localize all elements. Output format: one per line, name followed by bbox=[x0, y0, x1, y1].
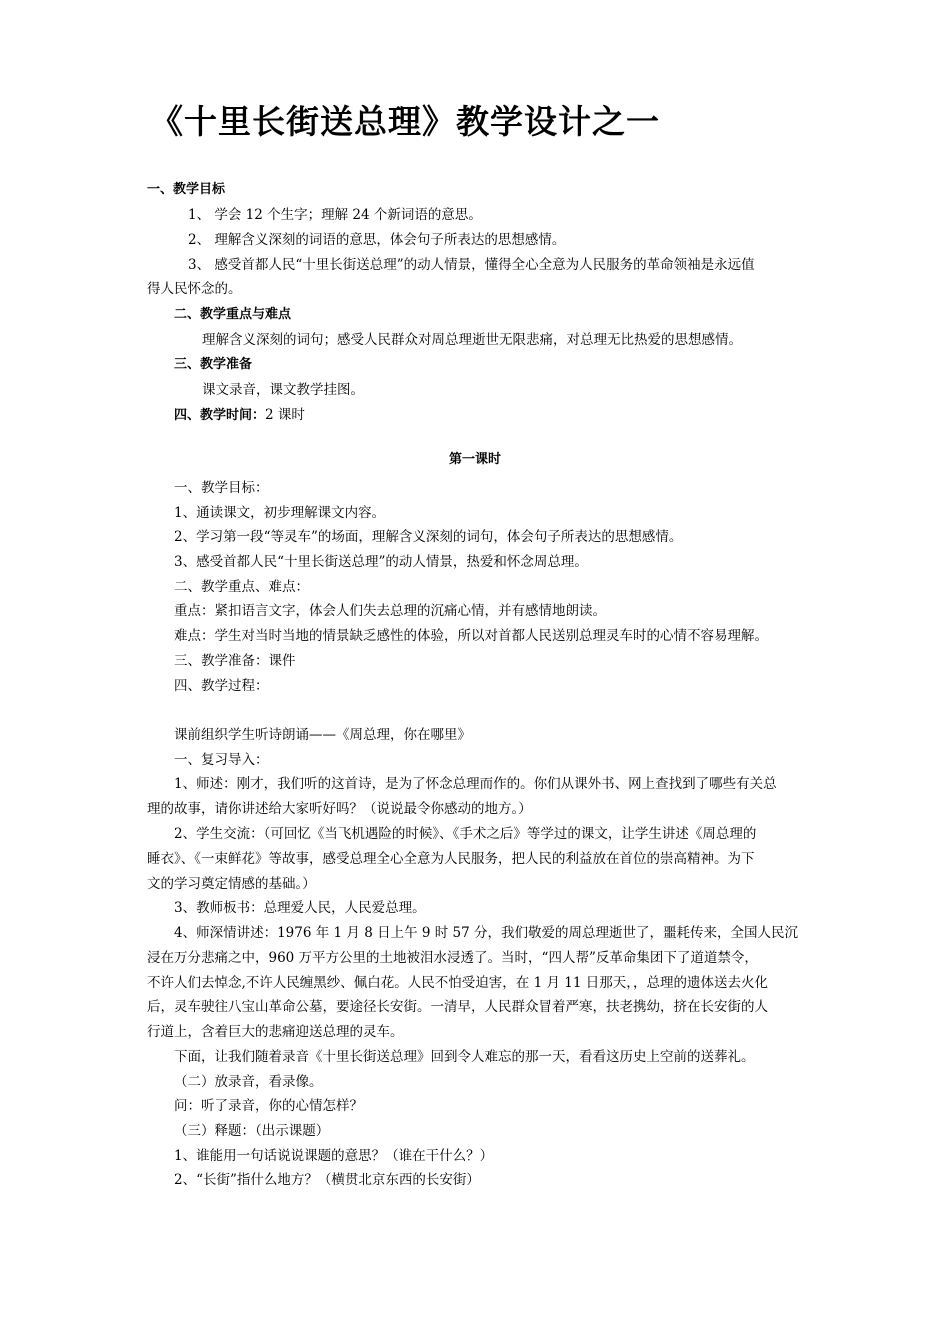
section-heading-focus: 二、教学重点与难点 bbox=[174, 307, 292, 322]
section-heading-goals: 一、教学目标 bbox=[147, 182, 226, 197]
process-line: 4、师深情讲述：1976 年 1 月 8 日上午 9 时 57 分，我们敬爱的周总理逝世了，噩耗传来，全国人民沉 bbox=[174, 925, 799, 941]
process-line: 不许人们去悼念,不许人民缠黑纱、佩白花。人民不怕受迫害，在 1 月 11 日那天，，总理的遗体送去火化 bbox=[147, 975, 768, 991]
lesson-line: 难点：学生对当时当地的情景缺乏感性的体验，所以对首都人民送别总理灵车时的心情不容易理解。 bbox=[174, 628, 768, 644]
process-line: 文的学习奠定情感的基础。） bbox=[147, 876, 316, 892]
lesson-line: 二、教学重点、难点： bbox=[174, 579, 309, 595]
lesson-line: 一、教学目标： bbox=[174, 480, 269, 496]
section-time bbox=[174, 406, 305, 425]
section-heading-prep: 三、教学准备 bbox=[174, 357, 253, 372]
lesson-line: 四、教学过程： bbox=[174, 678, 269, 694]
goal-item-1: 1、 学会 12 个生字；理解 24 个新词语的意思。 bbox=[188, 207, 482, 223]
lesson-line: 3、感受首都人民“十里长街送总理”的动人情景，热爱和怀念周总理。 bbox=[174, 554, 588, 570]
process-line: 问：听了录音，你的心情怎样？ bbox=[174, 1098, 363, 1114]
focus-text: 理解含义深刻的词句；感受人民群众对周总理逝世无限悲痛，对总理无比热爱的思想感情。 bbox=[202, 332, 742, 348]
process-line: 行道上，含着巨大的悲痛迎送总理的灵车。 bbox=[147, 1024, 404, 1040]
time-value: 2 课时 bbox=[265, 407, 305, 423]
process-line: 浸在万分悲痛之中，960 万平方公里的土地被泪水浸透了。当时，“四人帮”反革命集团下了道道禁令， bbox=[147, 950, 758, 966]
process-line: 2、学生交流：（可回忆《当飞机遇险的时候》、《手术之后》等学过的课文，让学生讲述《周总理的 bbox=[174, 826, 757, 842]
lesson-line: 1、通读课文，初步理解课文内容。 bbox=[174, 505, 386, 521]
process-line: 后，灵车驶往八宝山革命公墓，要途径长安街。一清早，人民群众冒着严寒，扶老携幼，挤在长安街的人 bbox=[147, 999, 768, 1015]
process-line: 3、教师板书：总理爱人民，人民爱总理。 bbox=[174, 900, 426, 916]
process-line: 1、师述：刚才，我们听的这首诗，是为了怀念总理而作的。你们从课外书、网上查找到了哪些有关总 bbox=[174, 776, 777, 792]
lesson-title: 第一课时 bbox=[448, 452, 501, 467]
prep-text: 课文录音，课文教学挂图。 bbox=[202, 382, 364, 398]
goal-item-3: 3、 感受首都人民“十里长街送总理”的动人情景，懂得全心全意为人民服务的革命领袖是永远值 bbox=[188, 257, 755, 273]
process-line: 一、复习导入： bbox=[174, 752, 269, 768]
document-title: 《十里长街送总理》教学设计之一 bbox=[150, 102, 660, 141]
process-line: 课前组织学生听诗朗诵——《周总理，你在哪里》 bbox=[174, 727, 471, 743]
process-line: 1、谁能用一句话说说课题的意思？（谁在干什么？） bbox=[174, 1148, 494, 1164]
lesson-line: 三、教学准备：课件 bbox=[174, 653, 296, 669]
lesson-line: 重点：紧扣语言文字，体会人们失去总理的沉痛心情，并有感情地朗读。 bbox=[174, 603, 606, 619]
time-label: 四、教学时间： bbox=[174, 408, 266, 423]
process-line: （二）放录音，看录像。 bbox=[174, 1074, 323, 1090]
process-line: （三）释题：（出示课题） bbox=[174, 1123, 330, 1139]
lesson-line: 2、学习第一段“等灵车”的场面，理解含义深刻的词句，体会句子所表达的思想感情。 bbox=[174, 529, 683, 545]
process-line: 2、“长街”指什么地方？（横贯北京东西的长安街） bbox=[174, 1172, 480, 1188]
goal-item-3-cont: 得人民怀念的。 bbox=[147, 281, 242, 297]
goal-item-2: 2、 理解含义深刻的词语的意思，体会句子所表达的思想感情。 bbox=[188, 232, 566, 248]
process-line: 理的故事，请你讲述给大家听好吗？（说说最令你感动的地方。） bbox=[147, 801, 532, 817]
process-line: 下面，让我们随着录音《十里长街送总理》回到令人难忘的那一天，看看这历史上空前的送葬礼。 bbox=[174, 1049, 755, 1065]
process-line: 睡衣》、《一束鲜花》等故事，感受总理全心全意为人民服务，把人民的利益放在首位的崇高精神。为下 bbox=[147, 851, 755, 867]
